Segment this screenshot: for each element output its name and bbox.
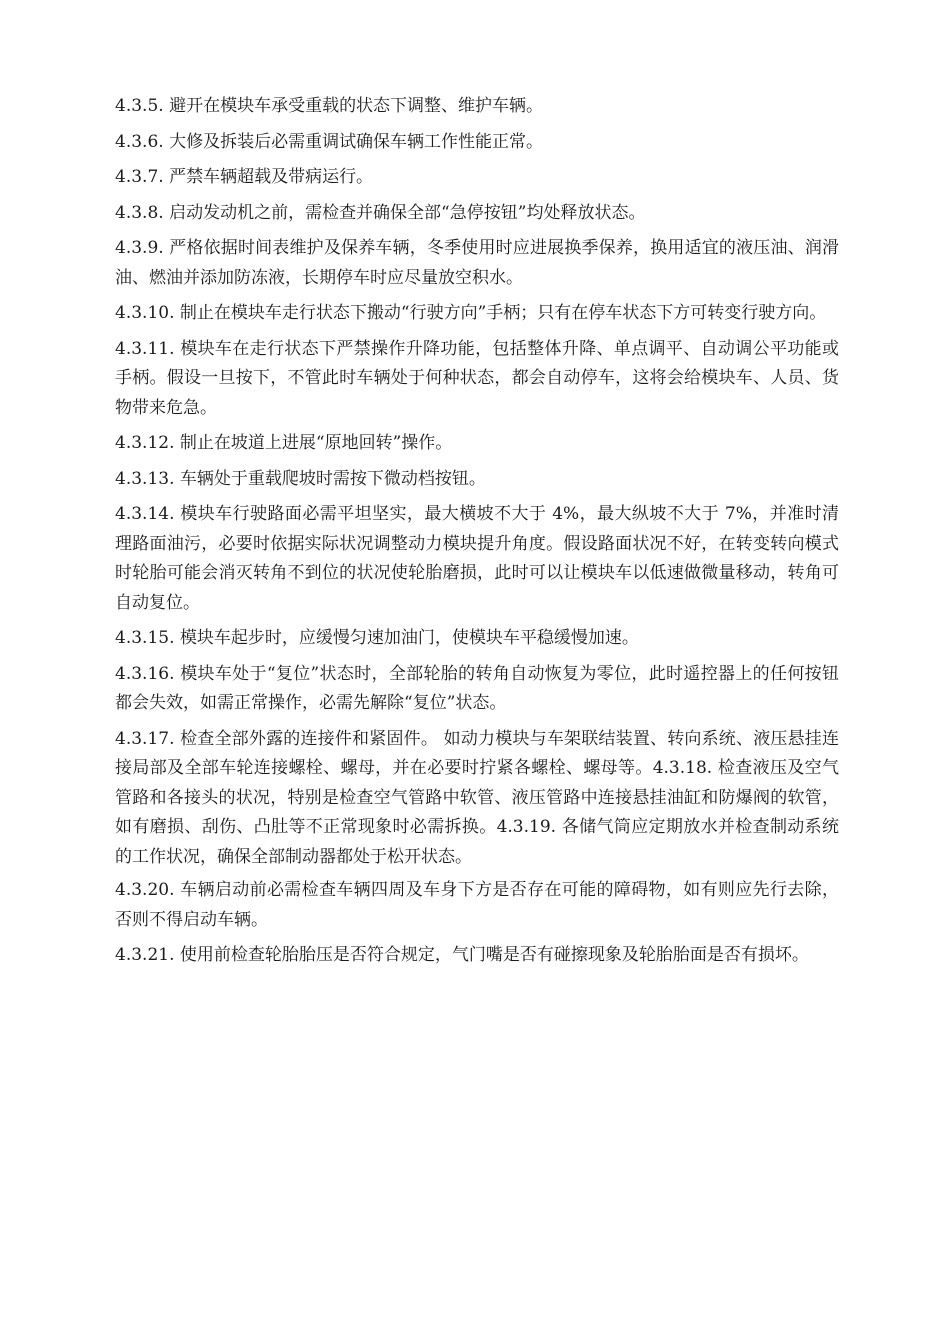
paragraph-4-3-14: 4.3.14. 模块车行驶路面必需平坦坚实，最大横坡不大于 4%，最大纵坡不大于 7%，并准时清理路面油污，必要时依据实际状况调整动力模块提升角度。假设路面状况不好，在转变转向模式时轮胎可能会消灭转角不到位的状况使轮胎磨损，此时可以让模块车以低速做微量移动，转角可自动复位。 [115, 504, 839, 613]
paragraph-4-3-8: 4.3.8. 启动发动机之前，需检查并确保全部“急停按钮”均处释放状态。 [115, 202, 646, 223]
paragraph-4-3-10: 4.3.10. 制止在模块车走行状态下搬动“行驶方向”手柄；只有在停车状态下方可转变行驶方向。 [115, 303, 827, 323]
paragraph-4-3-17-to-19: 4.3.17. 检查全部外露的连接件和紧固件。 如动力模块与车架联结装置、转向系统、液压悬挂连接局部及全部车轮连接螺栓、螺母，并在必要时拧紧各螺栓、螺母等。4.3.18. 检查液压及空气管路和各接头的状况，特别是检查空气管路中软管、液压管路中连接悬挂油缸和防爆阀的软管，如有磨损、刮伤、凸肚等不正常现象时必需拆换。4.3.19. 各储气筒应定期放水并检查制动系统的工作状况，确保全部制动器都处于松开状态。 [115, 728, 839, 867]
paragraph-4-3-15: 4.3.15. 模块车起步时，应缓慢匀速加油门，使模块车平稳缓慢加速。 [115, 628, 639, 648]
document-body [115, 92, 839, 977]
paragraph-4-3-5: 4.3.5. 避开在模块车承受重载的状态下调整、维护车辆。 [115, 96, 544, 116]
paragraph-4-3-21: 4.3.21. 使用前检查轮胎胎压是否符合规定，气门嘴是否有碰擦现象及轮胎胎面是否有损坏。 [115, 945, 809, 965]
paragraph-4-3-12: 4.3.12. 制止在坡道上进展“原地回转”操作。 [115, 433, 453, 453]
paragraph-4-3-9: 4.3.9. 严格依据时间表维护及保养车辆，冬季使用时应进展换季保养，换用适宜的液压油、润滑油、燃油并添加防冻液，长期停车时应尽量放空积水。 [115, 238, 839, 288]
paragraph-4-3-16: 4.3.16. 模块车处于“复位”状态时，全部轮胎的转角自动恢复为零位，此时遥控器上的任何按钮都会失效，如需正常操作，必需先解除“复位”状态。 [115, 663, 839, 713]
paragraph-4-3-11: 4.3.11. 模块车在走行状态下严禁操作升降功能，包括整体升降、单点调平、自动调公平功能或手柄。假设一旦按下，不管此时车辆处于何种状态，都会自动停车，这将会给模块车、人员、货物带来危急。 [115, 338, 839, 418]
paragraph-4-3-13: 4.3.13. 车辆处于重载爬坡时需按下微动档按钮。 [115, 468, 486, 489]
paragraph-4-3-6: 4.3.6. 大修及拆装后必需重调试确保车辆工作性能正常。 [115, 131, 544, 152]
paragraph-4-3-7: 4.3.7. 严禁车辆超载及带病运行。 [115, 167, 374, 187]
paragraph-4-3-20: 4.3.20. 车辆启动前必需检查车辆四周及车身下方是否存在可能的障碍物，如有则应先行去除，否则不得启动车辆。 [115, 880, 839, 930]
